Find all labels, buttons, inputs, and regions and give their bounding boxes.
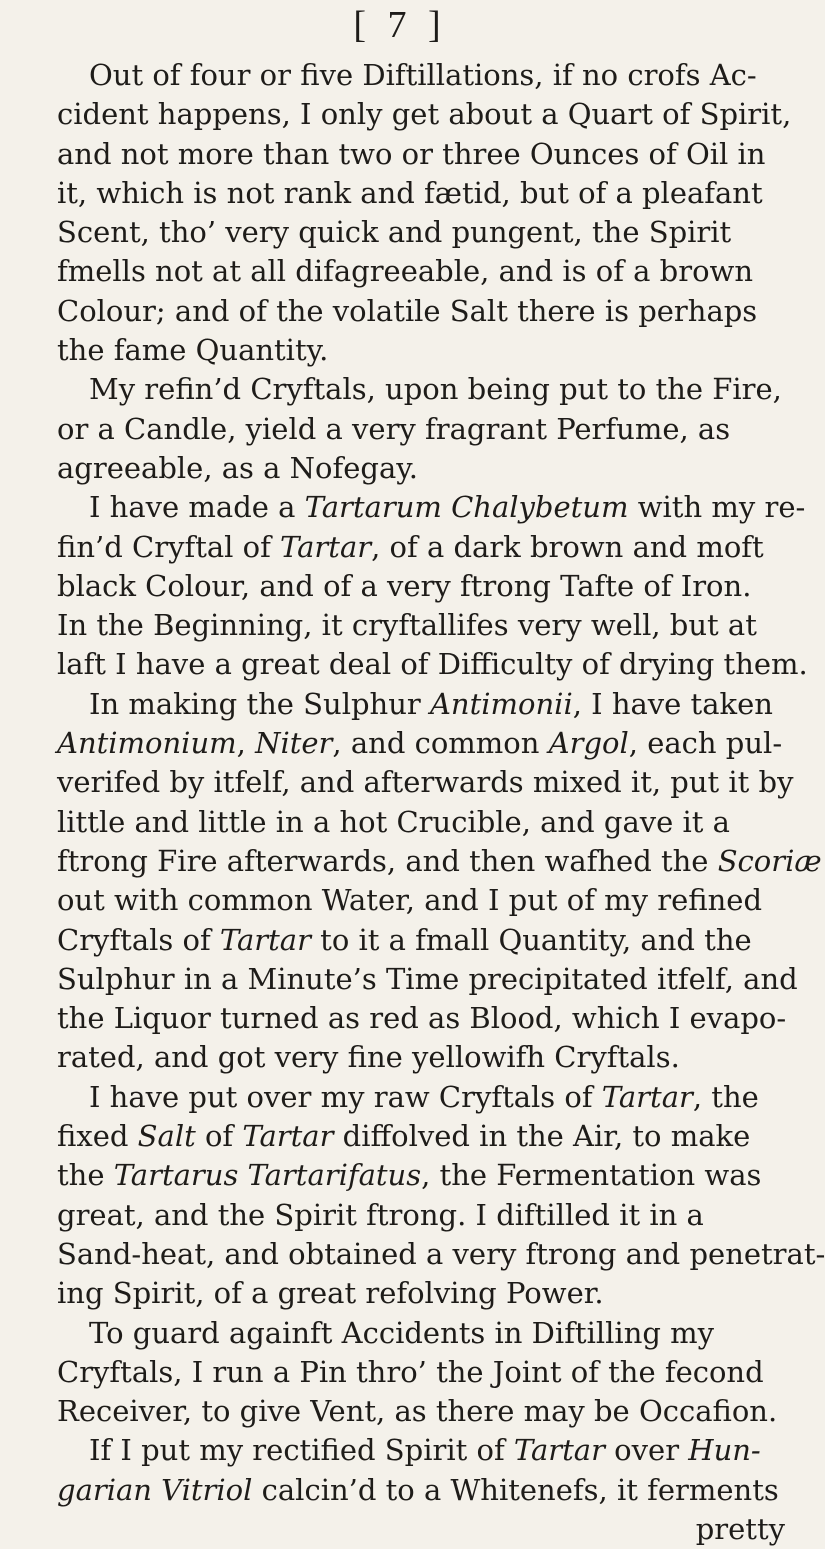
text-segment: rated, and got very fine yellowifh Cryftals. [57,1040,680,1075]
text-line [57,1117,797,1156]
text-segment: great, and the Spirit ftrong. I diftilled it in a [57,1197,704,1232]
page-number: [ 7 ] [353,4,447,46]
text-line [57,1353,797,1392]
text-segment: I have put over my raw Cryftals of [89,1079,602,1114]
text-line [57,1235,825,1274]
italic-text: garian Vitriol [57,1472,253,1507]
text-segment: , the [692,1079,759,1114]
text-line [57,803,797,842]
italic-text: Niter [255,726,333,761]
text-line [57,842,822,881]
text-line [57,1156,797,1195]
text-line [57,763,797,802]
body-text [57,56,825,1549]
text-segment: Receiver, to give Vent, as there may be Occafion. [57,1394,778,1429]
italic-text: Scoriæ [717,843,822,878]
text-line [57,999,797,1038]
text-segment: it, which is not rank and fætid, but of a pleafant [57,175,763,210]
text-segment: My refin’d Cryftals, upon being put to the Fire, [89,372,782,407]
text-segment: Scent, tho’ very quick and pungent, the Spirit [57,215,732,250]
text-segment: agreeable, as a Nofegay. [57,450,418,485]
text-segment: ing Spirit, of a great refolving Power. [57,1276,604,1311]
text-segment: out with common Water, and I put of my refined [57,883,763,918]
text-segment: , the Fermentation was [421,1158,762,1193]
text-line [57,960,797,999]
italic-text: Tartar [280,529,372,564]
text-segment: pretty [695,1511,785,1546]
text-line [57,606,797,645]
text-segment: If I put my rectified Spirit of [89,1433,514,1468]
text-segment: or a Candle, yield a very fragrant Perfume, as [57,411,731,446]
text-line [57,1196,797,1235]
text-segment: Out of four or five Diftillations, if no crofs Ac- [89,58,757,92]
text-segment: , of a dark brown and moft [371,529,764,564]
text-segment: black Colour, and of a very ftrong Tafte of Iron. [57,568,752,603]
italic-text: Tartarus Tartarifatus [113,1158,422,1193]
text-line [57,1510,797,1549]
italic-text: Tartar [513,1433,605,1468]
text-line [57,488,806,527]
text-segment: the fame Quantity. [57,333,329,368]
text-segment: over [604,1433,689,1468]
text-line [57,252,797,291]
text-line [57,370,797,409]
text-segment: calcin’d to a Whitenefs, it ferments [252,1472,779,1507]
text-line [57,174,797,213]
text-segment: the [57,1158,114,1193]
italic-text: Antimonii [429,686,573,721]
text-line [57,449,797,488]
text-line [57,1038,797,1077]
text-segment: fmells not at all difagreeable, and is of a brown [57,254,754,289]
text-segment: diffolved in the Air, to make [333,1119,751,1154]
text-segment: cident happens, I only get about a Quart of Spirit, [57,97,792,132]
text-segment: Cryftals of [57,922,220,957]
text-line [57,1078,797,1117]
italic-text: Tartar [242,1119,334,1154]
italic-text: Tartar [601,1079,693,1114]
text-line [57,528,797,567]
text-line [57,567,797,606]
italic-text: Argol [548,726,629,761]
italic-text: Tartarum Chalybetum [304,490,629,525]
text-segment: Sulphur in a Minute’s Time precipitated itfelf, and [57,961,798,996]
text-segment: In making the Sulphur [89,686,430,721]
text-segment: , I have taken [572,686,773,721]
text-line [57,135,797,174]
text-segment: with my re- [628,490,806,525]
text-line [57,1431,797,1470]
text-line [57,921,797,960]
text-line [57,724,797,763]
italic-text: Salt [137,1119,196,1154]
text-line [57,1314,797,1353]
text-line [57,1392,797,1431]
italic-text: Antimonium [57,726,237,761]
text-segment: the Liquor turned as red as Blood, which I evapo- [57,1001,787,1036]
text-line [57,213,797,252]
text-segment: , and common [332,726,549,761]
text-segment: Sand-heat, and obtained a very ftrong and penetrat- [57,1236,825,1271]
text-segment: verifed by itfelf, and afterwards mixed it, put it by [57,765,794,800]
text-line [57,881,797,920]
text-segment: I have made a [89,490,305,525]
text-line [57,292,797,331]
text-line [57,410,797,449]
text-segment: of [195,1119,243,1154]
text-segment: Cryftals, I run a Pin thro’ the Joint of the fecond [57,1354,764,1389]
text-line [57,56,797,95]
text-line [57,95,797,134]
text-segment: laft I have a great deal of Difficulty of drying them. [57,647,808,682]
text-segment: In the Beginning, it cryftallifes very well, but at [57,608,757,643]
text-segment: Colour; and of the volatile Salt there is perhaps [57,293,758,328]
italic-text: Hun- [688,1433,761,1468]
text-segment: To guard againft Accidents in Diftilling my [89,1315,715,1350]
text-segment: , [236,726,256,761]
text-line [57,685,797,724]
text-line [57,645,808,684]
text-segment: to it a fmall Quantity, and the [310,922,752,957]
text-segment: little and little in a hot Crucible, and gave it a [57,804,730,839]
text-line [57,1471,797,1510]
text-segment: , each pul- [628,726,783,761]
text-segment: and not more than two or three Ounces of Oil in [57,136,766,171]
text-segment: fin’d Cryftal of [57,529,281,564]
text-line [57,1274,797,1313]
text-segment: fixed [57,1119,138,1154]
text-line [57,331,797,370]
text-segment: ftrong Fire afterwards, and then wafhed the [57,843,718,878]
italic-text: Tartar [219,922,311,957]
